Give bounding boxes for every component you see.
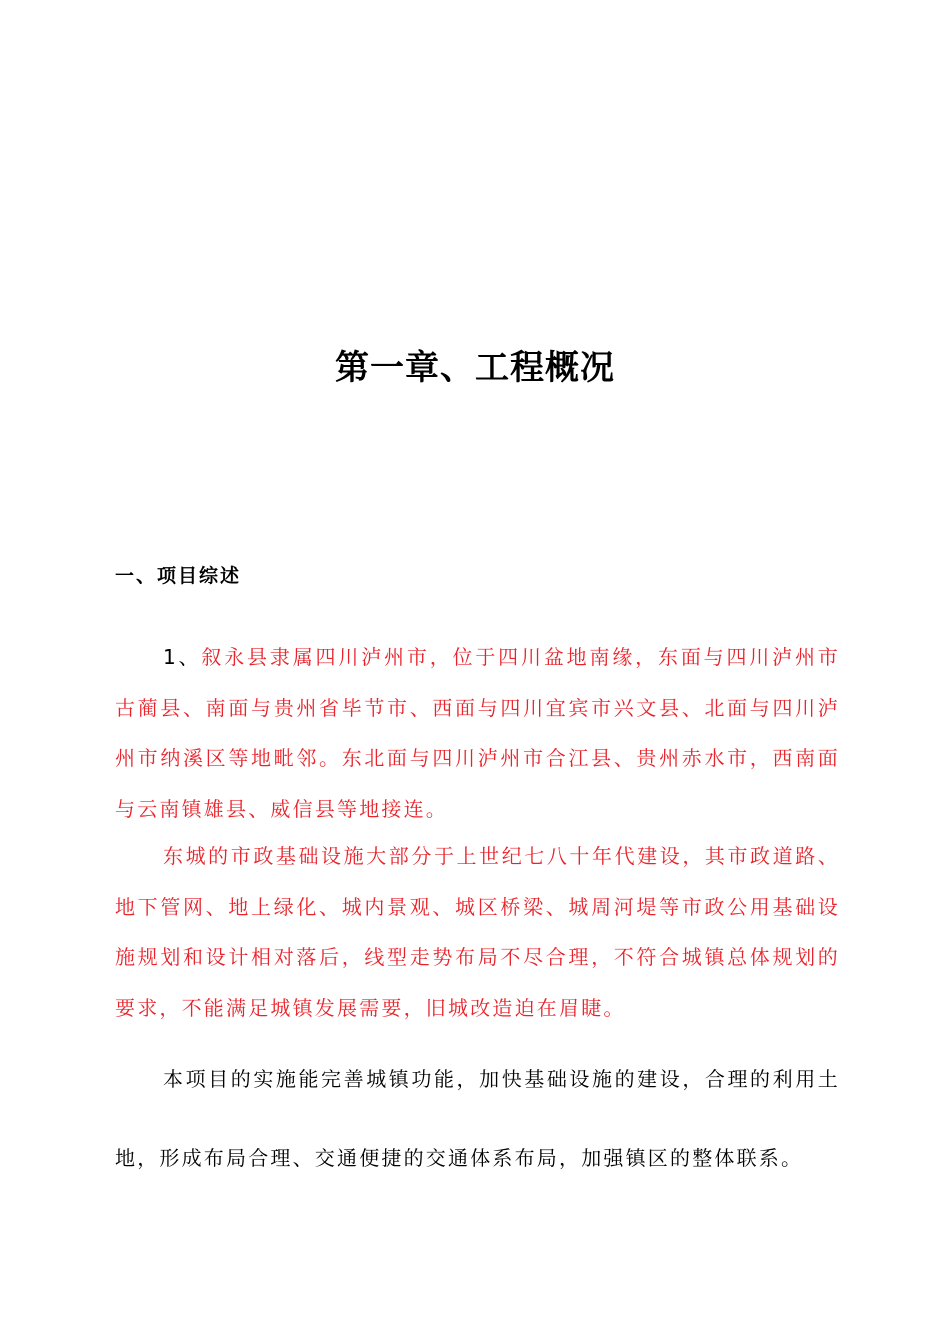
chapter-title: 第一章、工程概况 bbox=[335, 348, 615, 388]
paragraph-location bbox=[115, 632, 840, 834]
paragraph-location-text: 叙永县隶属四川泸州市，位于四川盆地南缘，东面与四川泸州市古蔺县、南面与贵州省毕节市、西面与四川宜宾市兴文县、北面与四川泸州市纳溪区等地毗邻。东北面与四川泸州市合江县、贵州赤水市，西南面与云南镇雄县、威信县等地接连。 bbox=[115, 645, 840, 821]
paragraph-infrastructure: 东城的市政基础设施大部分于上世纪七八十年代建设，其市政道路、地下管网、地上绿化、城内景观、城区桥梁、城周河堤等市政公用基础设施规划和设计相对落后，线型走势布局不尽合理，不符合城镇总体规划的要求，不能满足城镇发展需要，旧城改造迫在眉睫。 bbox=[115, 844, 840, 1020]
paragraph-number: 1、 bbox=[163, 645, 202, 669]
section-heading: 一、项目综述 bbox=[115, 565, 242, 587]
paragraph-project-purpose: 本项目的实施能完善城镇功能，加快基础设施的建设，合理的利用土地，形成布局合理、交通便捷的交通体系布局，加强镇区的整体联系。 bbox=[115, 1067, 840, 1170]
